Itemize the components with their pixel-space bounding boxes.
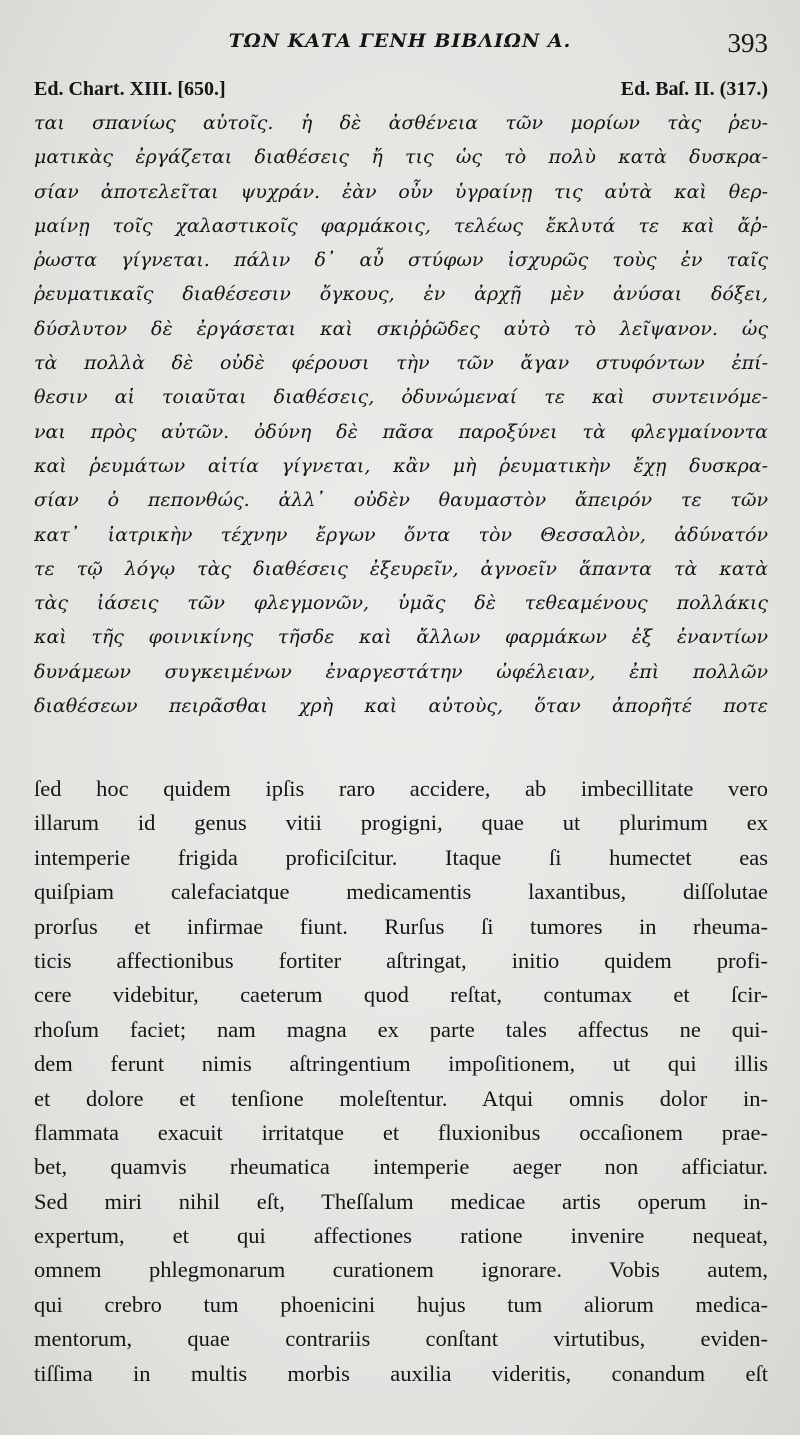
greek-text-line: ῥευματικαῖς διαθέσεσιν ὄγκους, ἐν ἀρχῇ μὲν ἀνύσαι δόξει, xyxy=(34,283,768,306)
latin-text-line: quiſpiam calefaciatque medicamentis laxantibus, diſſolutae xyxy=(34,879,768,905)
latin-text-line: ſed hoc quidem ipſis raro accidere, ab imbecillitate vero xyxy=(34,776,768,801)
greek-text-line: τὰς ἰάσεις τῶν φλεγμονῶν, ὑμᾶς δὲ τεθεαμένους πολλάκις xyxy=(34,592,768,615)
latin-text-line: qui crebro tum phoenicini hujus tum aliorum medica- xyxy=(34,1291,768,1317)
greek-text-line: καὶ τῆς φοινικίνης τῆσδε καὶ ἄλλων φαρμάκων ἐξ ἐναντίων xyxy=(34,626,768,649)
latin-text-line: omnem phlegmonarum curationem ignorare. Vobis autem, xyxy=(34,1257,768,1283)
greek-text-line: ναι πρὸς αὐτῶν. ὀδύνη δὲ πᾶσα παροξύνει τὰ φλεγμαίνοντα xyxy=(34,420,768,443)
page-number: 393 xyxy=(727,28,768,58)
greek-text-line: ματικὰς ἐργάζεται διαθέσεις ἤ τις ὡς τὸ πολὺ κατὰ δυσκρα- xyxy=(34,146,768,169)
greek-text-line: καὶ ῥευμάτων αἰτία γίγνεται, κἂν μὴ ῥευματικὴν ἔχῃ δυσκρα- xyxy=(34,454,768,477)
greek-text-block xyxy=(34,106,768,723)
greek-text-line: σίαν ὁ πεπονθώς. ἀλλ᾽ οὐδὲν θαυμαστὸν ἄπειρόν τε τῶν xyxy=(34,489,768,512)
latin-text-line: illarum id genus vitii progigni, quae ut plurimum ex xyxy=(34,810,768,836)
greek-text-line: τὰ πολλὰ δὲ οὐδὲ φέρουσι τὴν τῶν ἄγαν στυφόντων ἐπί- xyxy=(34,352,768,375)
greek-text-line: δυνάμεων συγκειμένων ἐναργεστάτην ὠφέλειαν, ἐπὶ πολλῶν xyxy=(34,660,768,683)
latin-text-line: bet, quamvis rheumatica intemperie aeger non afficiatur. xyxy=(34,1154,768,1180)
greek-text-line: θεσιν αἱ τοιαῦται διαθέσεις, ὀδυνώμεναί τε καὶ συντεινόμε- xyxy=(34,386,768,409)
greek-text-line: διαθέσεων πειρᾶσθαι χρὴ καὶ αὐτοὺς, ὅταν ἀπορῆτέ ποτε xyxy=(34,695,768,718)
latin-text-block xyxy=(34,772,768,1391)
greek-text-line: ται σπανίως αὐτοῖς. ἡ δὲ ἀσθένεια τῶν μορίων τὰς ῥευ- xyxy=(34,112,768,134)
latin-text-line: cere videbitur, caeterum quod reſtat, contumax et ſcir- xyxy=(34,982,768,1008)
greek-text-line: δύσλυτον δὲ ἐργάσεται καὶ σκιῤῥῶδες αὐτὸ τὸ λεῖψανον. ὡς xyxy=(34,317,768,340)
latin-text-line: tiſſima in multis morbis auxilia videritis, conandum eſt xyxy=(34,1360,768,1386)
latin-text-line: rhoſum faciet; nam magna ex parte tales affectus ne qui- xyxy=(34,1016,768,1042)
latin-text-line: et dolore et tenſione moleſtentur. Atqui omnis dolor in- xyxy=(34,1085,768,1111)
greek-text-line: τε τῷ λόγῳ τὰς διαθέσεις ἐξευρεῖν, ἀγνοεῖν ἅπαντα τὰ κατὰ xyxy=(34,557,768,580)
greek-text-line: σίαν ἀποτελεῖται ψυχράν. ἐὰν οὖν ὑγραίνῃ τις αὐτὰ καὶ θερ- xyxy=(34,180,768,203)
latin-text-line: mentorum, quae contrariis conſtant virtutibus, eviden- xyxy=(34,1326,768,1352)
greek-text-line: κατ᾽ ἰατρικὴν τέχνην ἔργων ὄντα τὸν Θεσσαλὸν, ἀδύνατόν xyxy=(34,523,768,546)
latin-text-line: flammata exacuit irritatque et fluxionibus occaſionem prae- xyxy=(34,1119,768,1145)
latin-text-line: ticis affectionibus fortiter aſtringat, initio quidem profi- xyxy=(34,947,768,973)
latin-text-line: prorſus et infirmae fiunt. Rurſus ſi tumores in rheuma- xyxy=(34,913,768,939)
latin-text-line: intemperie frigida proficiſcitur. Itaque ſi humectet eas xyxy=(34,844,768,870)
running-title: ΤΩΝ ΚΑΤΑ ΓΕΝΗ ΒΙΒΛΙΩΝ Α. xyxy=(228,30,572,52)
latin-text-line: Sed miri nihil eſt, Theſſalum medicae artis operum in- xyxy=(34,1188,768,1214)
edition-reference-right: Ed. Baſ. II. (317.) xyxy=(620,78,768,100)
greek-text-line: μαίνῃ τοῖς χαλαστικοῖς φαρμάκοις, τελέως ἔκλυτά τε καὶ ἄῤ- xyxy=(34,214,768,237)
latin-text-line: dem ferunt nimis aſtringentium impoſitionem, ut qui illis xyxy=(34,1051,768,1077)
latin-text-line: expertum, et qui affectiones ratione invenire nequeat, xyxy=(34,1223,768,1249)
edition-reference-left: Ed. Chart. XIII. [650.] xyxy=(34,78,226,100)
greek-text-line: ῥωστα γίγνεται. πάλιν δ᾽ αὖ στύφων ἰσχυρῶς τοὺς ἐν ταῖς xyxy=(34,249,768,272)
